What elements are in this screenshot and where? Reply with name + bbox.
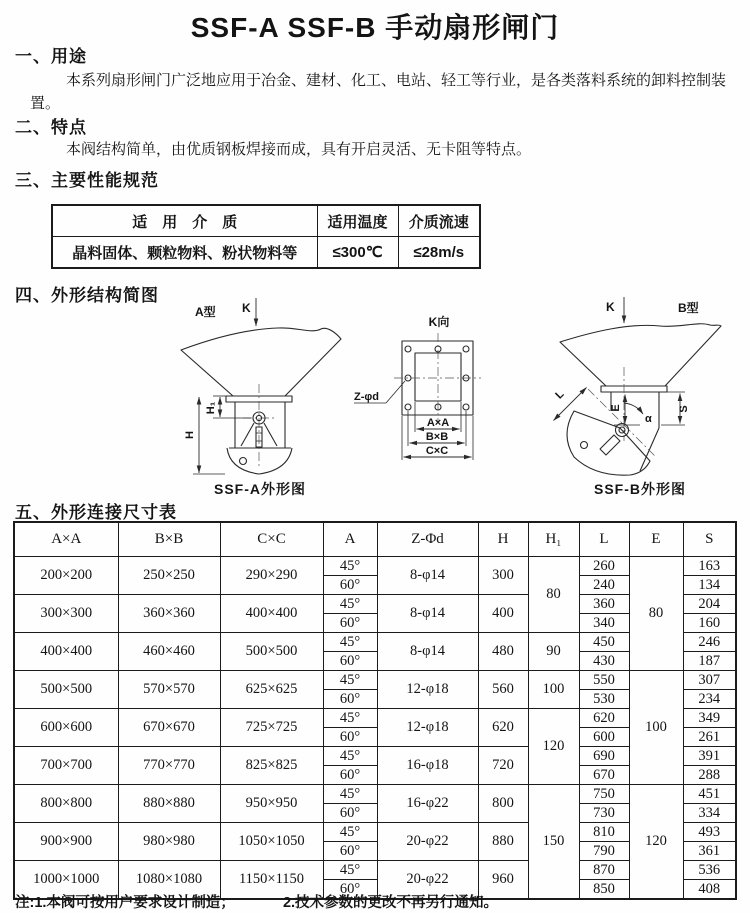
col-header-cxc: C×C bbox=[220, 522, 323, 557]
section-heading-dimension-table: 五、外形连接尺寸表 bbox=[15, 503, 177, 522]
cell-s: 134 bbox=[683, 576, 736, 595]
cell-angle: 45° bbox=[323, 671, 377, 690]
cell-s: 246 bbox=[683, 633, 736, 652]
ssf-b-caption: SSF-B外形图 bbox=[594, 481, 686, 497]
table-row bbox=[14, 709, 736, 728]
s-dimension bbox=[661, 392, 690, 425]
cell-bxb: 360×360 bbox=[118, 595, 220, 633]
hopper-funnel bbox=[181, 328, 341, 396]
cell-zphid: 12-φ18 bbox=[377, 671, 478, 709]
cell-l: 340 bbox=[579, 614, 629, 633]
cell-e: 100 bbox=[629, 671, 683, 785]
hopper-funnel-b bbox=[560, 324, 721, 386]
cell-axa: 300×300 bbox=[14, 595, 118, 633]
alpha-angle bbox=[624, 403, 652, 425]
bxb-dim-label: B×B bbox=[425, 431, 449, 443]
ssf-a-caption: SSF-A外形图 bbox=[214, 481, 306, 497]
cell-bxb: 770×770 bbox=[118, 747, 220, 785]
e-dimension-label: E bbox=[610, 404, 622, 412]
footnote bbox=[15, 891, 498, 912]
cell-angle: 60° bbox=[323, 804, 377, 823]
gate-mechanism bbox=[241, 384, 277, 468]
section-heading-performance: 三、主要性能规范 bbox=[15, 171, 159, 190]
h1-dimension-label: H₁ bbox=[205, 401, 217, 415]
cell-l: 750 bbox=[579, 785, 629, 804]
cell-e: 80 bbox=[629, 557, 683, 671]
outline-drawings-area bbox=[0, 294, 750, 498]
k-direction-label: K bbox=[242, 301, 251, 315]
table-row bbox=[14, 595, 736, 614]
cell-axa: 700×700 bbox=[14, 747, 118, 785]
table-row bbox=[14, 633, 736, 652]
col-header-bxb: B×B bbox=[118, 522, 220, 557]
k-direction-flange-view bbox=[352, 308, 502, 476]
cell-bxb: 670×670 bbox=[118, 709, 220, 747]
col-header-s: S bbox=[683, 522, 736, 557]
e-dimension bbox=[610, 395, 640, 426]
table-row bbox=[14, 557, 736, 576]
cell-l: 430 bbox=[579, 652, 629, 671]
cell-h: 400 bbox=[478, 595, 528, 633]
z-phi-d-label: Z-φd bbox=[354, 391, 379, 403]
dim-table-header-row bbox=[14, 522, 736, 557]
alpha-angle-label: α bbox=[645, 413, 652, 425]
col-header-l: L bbox=[579, 522, 629, 557]
cell-l: 810 bbox=[579, 823, 629, 842]
a-type-label: A型 bbox=[195, 305, 216, 319]
h1-dimension bbox=[205, 396, 251, 418]
cell-l: 550 bbox=[579, 671, 629, 690]
cell-l: 530 bbox=[579, 690, 629, 709]
cell-s: 163 bbox=[683, 557, 736, 576]
l-dimension bbox=[553, 388, 586, 421]
k-direction-label-b: K bbox=[606, 300, 615, 314]
footnote-part-2: 2.技术参数的更改不再另行通知。 bbox=[282, 895, 499, 911]
s-dimension-label: S bbox=[678, 405, 690, 413]
cell-h: 300 bbox=[478, 557, 528, 595]
b-type-label: B型 bbox=[678, 301, 699, 315]
l-dimension-label: L bbox=[553, 388, 567, 402]
col-header-e: E bbox=[629, 522, 683, 557]
cell-l: 870 bbox=[579, 861, 629, 880]
cell-zphid: 16-φ18 bbox=[377, 747, 478, 785]
cell-h: 560 bbox=[478, 671, 528, 709]
spec-value-temperature: ≤300℃ bbox=[317, 237, 398, 269]
cell-bxb: 460×460 bbox=[118, 633, 220, 671]
usage-paragraph: 本系列扇形闸门广泛地应用于冶金、建材、化工、电站、轻工等行业，是各类落料系统的卸料控制装置。 bbox=[30, 72, 727, 112]
cell-axa: 900×900 bbox=[14, 823, 118, 861]
cell-bxb: 880×880 bbox=[118, 785, 220, 823]
cell-zphid: 16-φ22 bbox=[377, 785, 478, 823]
cell-l: 730 bbox=[579, 804, 629, 823]
footnote-part-1: 注:1.本阀可按用户要求设计制造； bbox=[15, 895, 235, 911]
table-row bbox=[14, 671, 736, 690]
performance-spec-table bbox=[51, 204, 481, 269]
cell-h1: 100 bbox=[528, 671, 579, 709]
connection-dimension-table bbox=[13, 521, 737, 900]
table-row bbox=[14, 785, 736, 804]
cell-s: 288 bbox=[683, 766, 736, 785]
cell-s: 234 bbox=[683, 690, 736, 709]
cell-s: 536 bbox=[683, 861, 736, 880]
col-header-h1: H₁ bbox=[528, 522, 579, 557]
col-header-zphid: Z-Φd bbox=[377, 522, 478, 557]
cell-angle: 45° bbox=[323, 595, 377, 614]
cell-l: 690 bbox=[579, 747, 629, 766]
z-phi-d-callout bbox=[354, 381, 405, 403]
cell-l: 360 bbox=[579, 595, 629, 614]
cell-h: 800 bbox=[478, 785, 528, 823]
cell-l: 670 bbox=[579, 766, 629, 785]
cell-cxc: 1050×1050 bbox=[220, 823, 323, 861]
cell-cxc: 825×825 bbox=[220, 747, 323, 785]
cell-s: 349 bbox=[683, 709, 736, 728]
cell-cxc: 400×400 bbox=[220, 595, 323, 633]
cell-h1: 150 bbox=[528, 785, 579, 900]
cell-cxc: 1150×1150 bbox=[220, 861, 323, 900]
h-dimension-label: H bbox=[184, 431, 196, 439]
ssf-b-outline-drawing bbox=[540, 295, 750, 498]
cell-bxb: 570×570 bbox=[118, 671, 220, 709]
cell-s: 361 bbox=[683, 842, 736, 861]
cell-angle: 45° bbox=[323, 709, 377, 728]
table-row bbox=[14, 861, 736, 880]
cell-zphid: 12-φ18 bbox=[377, 709, 478, 747]
section-heading-usage: 一、用途 bbox=[15, 47, 87, 66]
features-paragraph: 本阀结构简单，由优质钢板焊接而成，具有开启灵活、无卡阻等特点。 bbox=[66, 141, 532, 158]
col-header-h: H bbox=[478, 522, 528, 557]
cell-angle: 45° bbox=[323, 747, 377, 766]
spec-value-row bbox=[52, 237, 480, 269]
cell-l: 450 bbox=[579, 633, 629, 652]
col-header-angle: A bbox=[323, 522, 377, 557]
cell-h1: 80 bbox=[528, 557, 579, 633]
section-heading-outline-drawing: 四、外形结构简图 bbox=[15, 286, 159, 305]
cell-angle: 60° bbox=[323, 728, 377, 747]
cell-h: 480 bbox=[478, 633, 528, 671]
cell-cxc: 625×625 bbox=[220, 671, 323, 709]
section-heading-features: 二、特点 bbox=[15, 118, 87, 137]
cell-bxb: 980×980 bbox=[118, 823, 220, 861]
cell-angle: 45° bbox=[323, 633, 377, 652]
cell-angle: 60° bbox=[323, 690, 377, 709]
flange-b bbox=[601, 386, 667, 392]
cell-h: 620 bbox=[478, 709, 528, 747]
cell-e: 120 bbox=[629, 785, 683, 900]
cell-angle: 60° bbox=[323, 880, 377, 900]
cell-angle: 45° bbox=[323, 823, 377, 842]
table-row bbox=[14, 823, 736, 842]
col-header-axa: A×A bbox=[14, 522, 118, 557]
cell-s: 160 bbox=[683, 614, 736, 633]
cell-s: 204 bbox=[683, 595, 736, 614]
cell-zphid: 8-φ14 bbox=[377, 633, 478, 671]
cell-s: 391 bbox=[683, 747, 736, 766]
cell-cxc: 290×290 bbox=[220, 557, 323, 595]
cell-l: 620 bbox=[579, 709, 629, 728]
axa-dim-label: A×A bbox=[426, 417, 450, 429]
cell-s: 334 bbox=[683, 804, 736, 823]
cell-axa: 200×200 bbox=[14, 557, 118, 595]
cell-zphid: 8-φ14 bbox=[377, 557, 478, 595]
cell-h1: 120 bbox=[528, 709, 579, 785]
cell-angle: 45° bbox=[323, 785, 377, 804]
valve-body bbox=[227, 402, 292, 474]
spec-header-flow-speed: 介质流速 bbox=[398, 205, 480, 237]
cell-cxc: 950×950 bbox=[220, 785, 323, 823]
cell-axa: 500×500 bbox=[14, 671, 118, 709]
cell-bxb: 250×250 bbox=[118, 557, 220, 595]
cell-l: 240 bbox=[579, 576, 629, 595]
cell-h: 960 bbox=[478, 861, 528, 900]
cell-s: 451 bbox=[683, 785, 736, 804]
cell-s: 493 bbox=[683, 823, 736, 842]
spec-header-temperature: 适用温度 bbox=[317, 205, 398, 237]
cell-s: 307 bbox=[683, 671, 736, 690]
cell-zphid: 8-φ14 bbox=[377, 595, 478, 633]
spec-header-medium: 适 用 介 质 bbox=[52, 205, 317, 237]
cell-s: 408 bbox=[683, 880, 736, 900]
cell-axa: 600×600 bbox=[14, 709, 118, 747]
cell-h1: 90 bbox=[528, 633, 579, 671]
cell-axa: 800×800 bbox=[14, 785, 118, 823]
cell-s: 261 bbox=[683, 728, 736, 747]
ssf-a-outline-drawing bbox=[163, 296, 373, 498]
cell-angle: 60° bbox=[323, 842, 377, 861]
page-title: SSF-A SSF-B 手动扇形闸门 bbox=[190, 12, 560, 43]
cell-zphid: 20-φ22 bbox=[377, 861, 478, 900]
cell-h: 880 bbox=[478, 823, 528, 861]
cell-axa: 400×400 bbox=[14, 633, 118, 671]
spec-value-flow-speed: ≤28m/s bbox=[398, 237, 480, 269]
cell-l: 850 bbox=[579, 880, 629, 900]
cell-angle: 45° bbox=[323, 861, 377, 880]
cell-cxc: 500×500 bbox=[220, 633, 323, 671]
spec-header-row bbox=[52, 205, 480, 237]
cell-l: 790 bbox=[579, 842, 629, 861]
spec-value-medium: 晶料固体、颗粒物料、粉状物料等 bbox=[52, 237, 317, 269]
cell-angle: 60° bbox=[323, 576, 377, 595]
table-row bbox=[14, 747, 736, 766]
cell-l: 260 bbox=[579, 557, 629, 576]
cell-cxc: 725×725 bbox=[220, 709, 323, 747]
k-view-title: K向 bbox=[428, 315, 450, 329]
sector-gate-blade bbox=[567, 411, 650, 475]
cell-bxb: 1080×1080 bbox=[118, 861, 220, 900]
cell-angle: 60° bbox=[323, 652, 377, 671]
cell-h: 720 bbox=[478, 747, 528, 785]
cell-s: 187 bbox=[683, 652, 736, 671]
cell-angle: 60° bbox=[323, 766, 377, 785]
cxc-dim-label: C×C bbox=[425, 445, 449, 457]
cell-zphid: 20-φ22 bbox=[377, 823, 478, 861]
cell-l: 600 bbox=[579, 728, 629, 747]
cell-angle: 45° bbox=[323, 557, 377, 576]
cell-angle: 60° bbox=[323, 614, 377, 633]
cell-axa: 1000×1000 bbox=[14, 861, 118, 900]
